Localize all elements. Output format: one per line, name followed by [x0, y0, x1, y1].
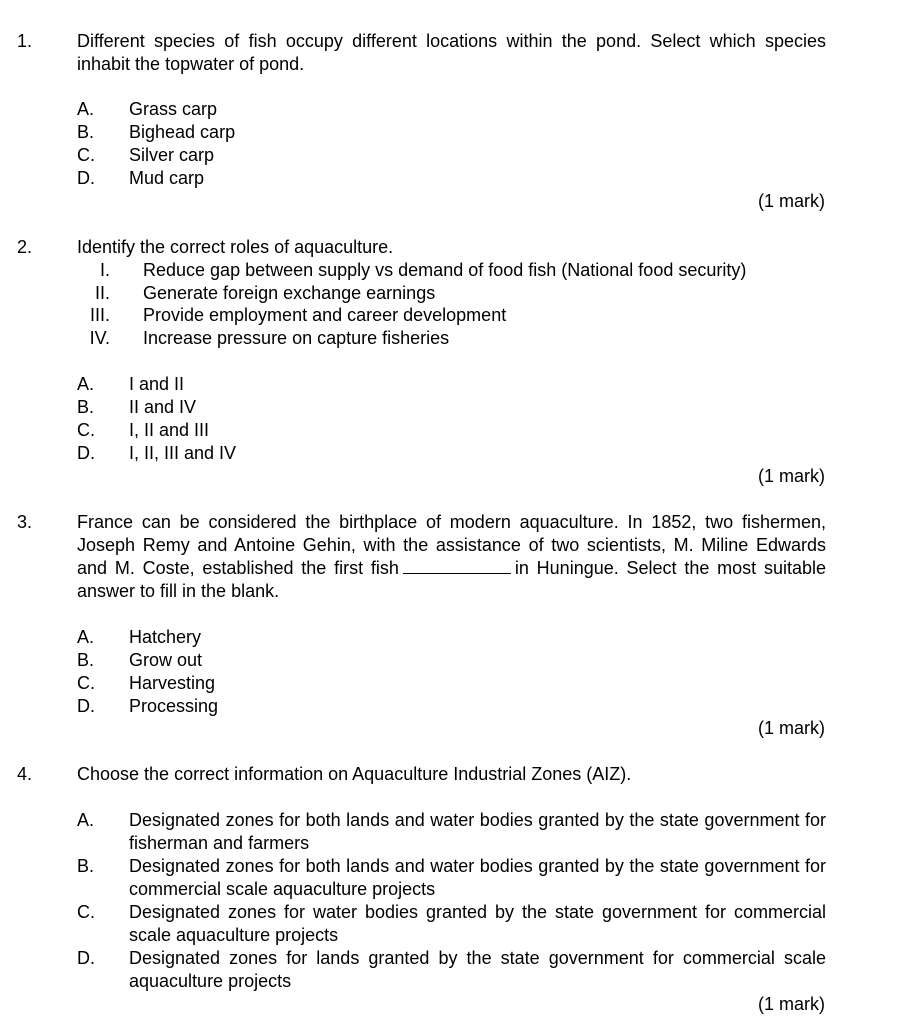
option-letter: A. [77, 627, 95, 647]
question-text: Different species of fish occupy different locations within the pond. Select which species inhabit the topwater of pond. [77, 31, 826, 74]
statement-text: Provide employment and career development [143, 305, 507, 325]
option-a[interactable] [77, 98, 826, 121]
option-text: Silver carp [129, 145, 215, 165]
option-c[interactable] [77, 419, 826, 442]
option-b[interactable] [77, 396, 826, 419]
option-letter: B. [77, 856, 95, 876]
statement-numeral: II. [94, 283, 110, 303]
mark-label: (1 mark) [758, 994, 825, 1014]
statement-numeral: I. [99, 260, 110, 280]
statement-text: Reduce gap between supply vs demand of food fish (National food security) [143, 260, 747, 280]
option-letter: D. [77, 948, 95, 968]
option-b[interactable] [77, 121, 826, 144]
question-number: 3. [17, 512, 33, 532]
question-text-after-blank: in Huningue. Select the most suitable answer to fill in the blank. [77, 558, 826, 601]
option-text: II and IV [129, 397, 197, 417]
question-text: Identify the correct roles of aquaculture. [77, 237, 394, 257]
question-number: 4. [17, 764, 33, 784]
option-d[interactable] [77, 695, 826, 718]
option-c[interactable] [77, 672, 826, 695]
option-letter: C. [77, 420, 95, 440]
option-letter: D. [77, 443, 95, 463]
option-letter: A. [77, 374, 95, 394]
mark-label: (1 mark) [758, 191, 825, 211]
statement-iv [77, 327, 826, 350]
question-number: 2. [17, 237, 33, 257]
option-b[interactable] [77, 649, 826, 672]
option-text: Mud carp [129, 168, 205, 188]
option-text: I and II [129, 374, 185, 394]
mark-label: (1 mark) [758, 466, 825, 486]
question-text-before-blank: France can be considered the birthplace of modern aquaculture. In 1852, two fishermen, Joseph Remy and Antoine Gehin, with the assistance of two scientists, M. Miline Edwards and M. Coste, established the first fish [77, 512, 826, 578]
option-letter: C. [77, 902, 95, 922]
option-text: Bighead carp [129, 122, 236, 142]
option-letter: D. [77, 696, 95, 716]
statement-iii [77, 304, 826, 327]
option-letter: C. [77, 673, 95, 693]
option-text: Grass carp [129, 99, 218, 119]
option-text: Designated zones for lands granted by the state government for commercial scale aquaculture projects [129, 948, 826, 991]
statement-numeral: III. [89, 305, 110, 325]
option-text: I, II, III and IV [129, 443, 237, 463]
option-letter: B. [77, 122, 95, 142]
question-text [77, 511, 826, 603]
option-text: Hatchery [129, 627, 202, 647]
option-text: Designated zones for both lands and water bodies granted by the state government for commercial scale aquaculture projects [129, 856, 826, 899]
option-a[interactable] [77, 373, 826, 396]
statement-text: Generate foreign exchange earnings [143, 283, 436, 303]
option-text: I, II and III [129, 420, 210, 440]
statement-numeral: IV. [89, 328, 110, 348]
option-letter: C. [77, 145, 95, 165]
answer-blank [403, 557, 511, 574]
option-letter: D. [77, 168, 95, 188]
option-d[interactable] [77, 442, 826, 465]
option-c[interactable] [77, 144, 826, 167]
mark-label: (1 mark) [758, 718, 825, 738]
question-number: 1. [17, 31, 33, 51]
statement-text: Increase pressure on capture fisheries [143, 328, 450, 348]
option-letter: A. [77, 810, 95, 830]
option-d[interactable] [77, 167, 826, 190]
option-text: Processing [129, 696, 219, 716]
option-text: Designated zones for water bodies granted by the state government for commercial scale aquaculture projects [129, 902, 826, 945]
option-letter: B. [77, 650, 95, 670]
statement-i [77, 259, 826, 282]
option-letter: A. [77, 99, 95, 119]
option-letter: B. [77, 397, 95, 417]
option-text: Designated zones for both lands and water bodies granted by the state government for fisherman and farmers [129, 810, 826, 853]
option-a[interactable] [77, 626, 826, 649]
question-text: Choose the correct information on Aquaculture Industrial Zones (AIZ). [77, 764, 632, 784]
statement-ii [77, 282, 826, 305]
option-text: Harvesting [129, 673, 216, 693]
option-text: Grow out [129, 650, 203, 670]
